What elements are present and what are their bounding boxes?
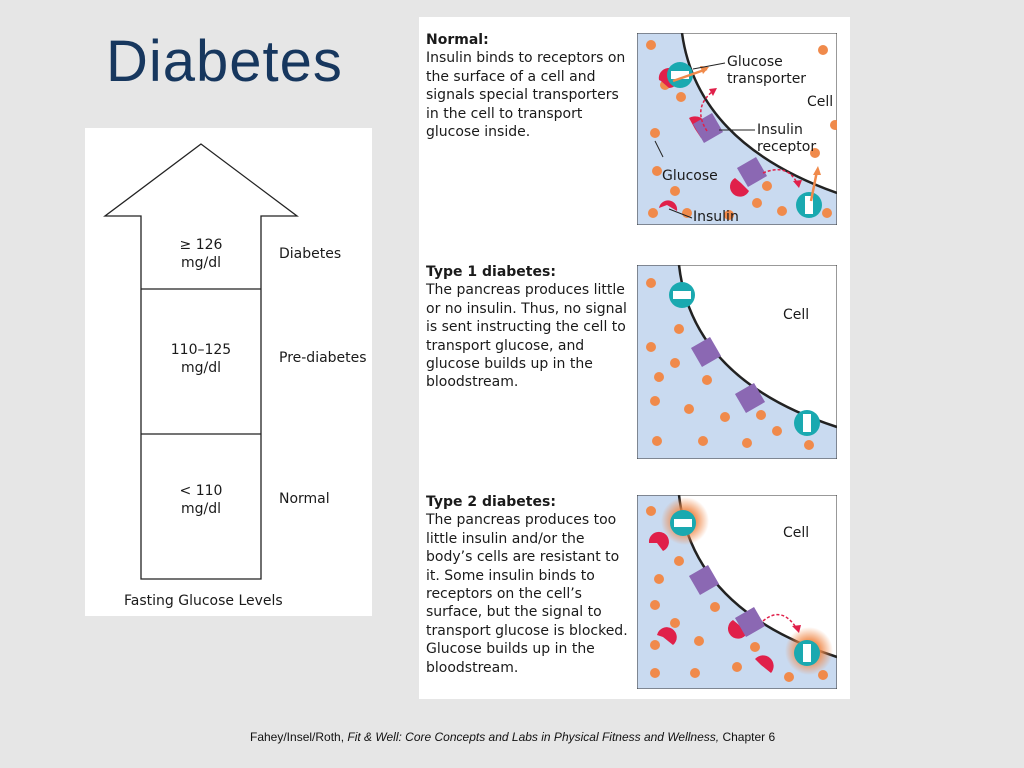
range-unit: mg/dl [180, 501, 222, 517]
range-unit: mg/dl [180, 360, 222, 376]
level-label-prediabetes: Pre-diabetes [279, 350, 367, 366]
type1-text: The pancreas produces little or no insulin. Thus, no signal is sent instructing the cell to transport glucose, and glucose builds up in the bloodstream. [426, 282, 627, 391]
citation-footer [250, 730, 775, 744]
level-label-diabetes: Diabetes [279, 246, 342, 262]
slide-title: Diabetes [106, 29, 343, 94]
type2-text: The pancreas produces too little insulin and/or the body’s cells are resistant to it. Some insulin binds to receptors on the cell’s surface, but the signal to transport glucose is blocked. Glucose builds up in the bloodstream. [426, 512, 628, 676]
normal-cell-diagram [637, 33, 837, 225]
type2-cell-diagram [637, 495, 837, 689]
type1-cell-diagram [637, 265, 837, 459]
citation-book: Fit & Well: Core Concepts and Labs in Physical Fitness and Wellness, [347, 730, 720, 744]
normal-text: Insulin binds to receptors on the surface of a cell and signals special transporters in the cell to transport glucose inside. [426, 50, 626, 141]
range-value: ≥ 126 [179, 237, 223, 253]
glucose-transporter-label: Glucose transporter [727, 54, 807, 87]
glucose-levels-chart [85, 128, 372, 616]
normal-description [426, 31, 631, 141]
insulin-label: Insulin [693, 209, 739, 225]
insulin-receptor-label: Insulin receptor [757, 122, 817, 155]
level-range-diabetes [141, 236, 261, 272]
type2-heading: Type 2 diabetes: [426, 494, 556, 510]
level-range-normal [141, 482, 261, 518]
type1-description [426, 263, 631, 392]
chart-caption: Fasting Glucose Levels [124, 593, 283, 609]
type2-description [426, 493, 631, 677]
cell-label: Cell [783, 525, 810, 541]
cell-label: Cell [783, 307, 810, 323]
level-range-prediabetes [141, 341, 261, 377]
cell-diagrams-panel [419, 17, 850, 699]
glucose-label: Glucose [662, 168, 718, 184]
range-value: < 110 [179, 483, 223, 499]
citation-authors: Fahey/Insel/Roth, [250, 730, 348, 744]
cell-label: Cell [807, 94, 834, 110]
normal-heading: Normal: [426, 32, 489, 48]
range-value: 110–125 [170, 342, 232, 358]
range-unit: mg/dl [180, 255, 222, 271]
citation-chapter: Chapter 6 [719, 730, 776, 744]
level-label-normal: Normal [279, 491, 330, 507]
type1-heading: Type 1 diabetes: [426, 264, 556, 280]
